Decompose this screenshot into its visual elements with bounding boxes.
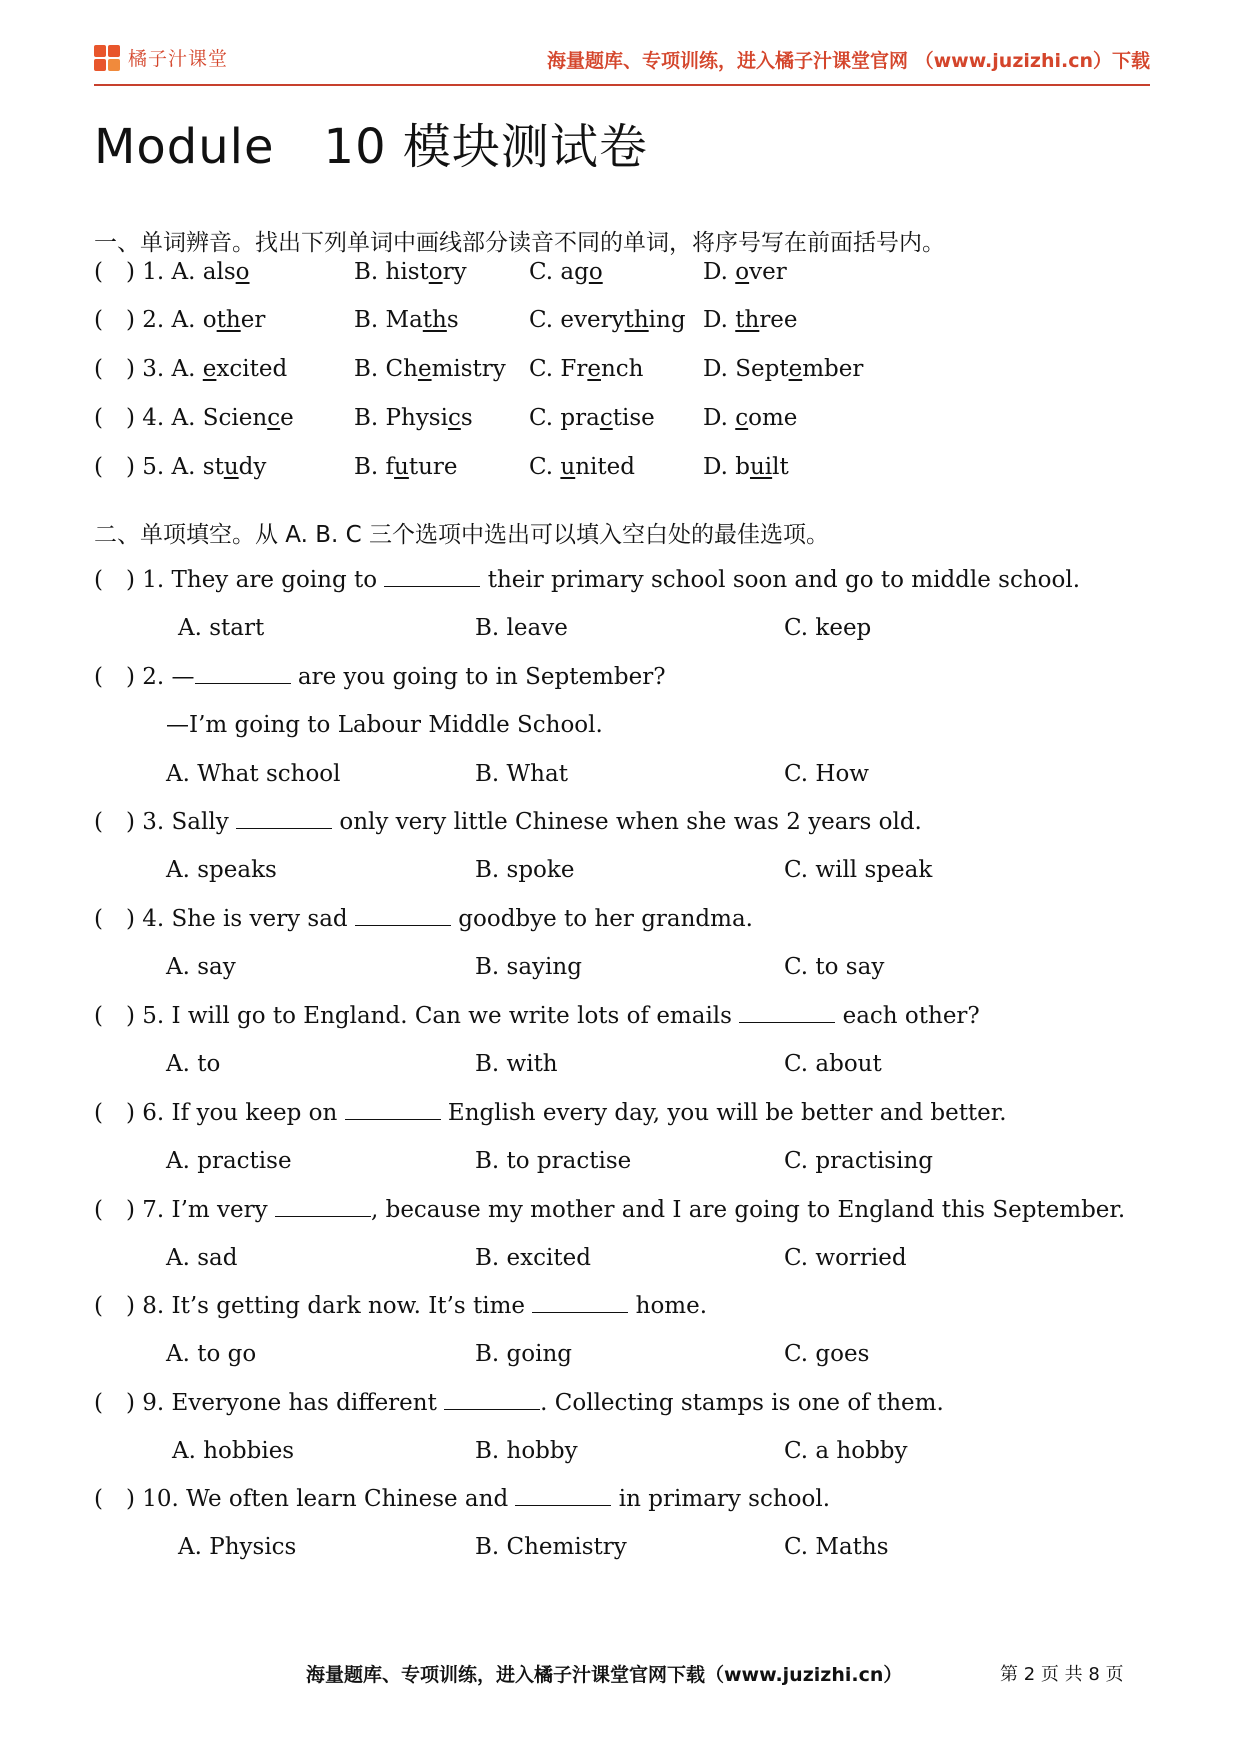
- choice-question: [94, 901, 1144, 937]
- answer-blank[interactable]: [739, 1002, 835, 1023]
- option-c: C. Maths: [784, 1534, 889, 1560]
- answer-blank[interactable]: [532, 1292, 628, 1313]
- answer-bracket[interactable]: (: [94, 1390, 103, 1416]
- option-b: B. excited: [475, 1245, 591, 1271]
- option-c: C. practising: [784, 1148, 934, 1174]
- logo-text: 橘子汁课堂: [128, 48, 229, 70]
- choice-question: [94, 1095, 1144, 1131]
- question-text: ) 3. Sally only very little Chinese when she was 2 years old.: [126, 809, 922, 835]
- option-a: A. hobbies: [172, 1438, 295, 1464]
- answer-bracket[interactable]: (: [94, 1293, 103, 1319]
- option-c: C. will speak: [784, 857, 933, 883]
- answer-bracket[interactable]: (: [94, 356, 103, 382]
- answer-bracket[interactable]: (: [94, 454, 103, 480]
- question-number: ) 1. A. also: [126, 259, 250, 285]
- page-number: 第 2 页 共 8 页: [1000, 1664, 1124, 1685]
- answer-bracket[interactable]: (: [94, 809, 103, 835]
- question-number: ) 3. A. excited: [126, 356, 288, 382]
- option-c: C. keep: [784, 615, 872, 641]
- answer-bracket[interactable]: (: [94, 1486, 103, 1512]
- option-b: B. Chemistry: [475, 1534, 627, 1560]
- option-c: C. to say: [784, 954, 885, 980]
- question-text: ) 1. They are going to their primary school soon and go to middle school.: [126, 567, 1081, 593]
- option-d: D. built: [703, 454, 789, 480]
- option-d: D. come: [703, 405, 798, 431]
- option-b: B. Chemistry: [354, 356, 506, 382]
- answer-blank[interactable]: [444, 1389, 540, 1410]
- question-number: ) 5. A. study: [126, 454, 267, 480]
- option-a: A. to: [166, 1051, 221, 1077]
- option-c: C. united: [529, 454, 635, 480]
- option-a: A. say: [166, 954, 236, 980]
- answer-blank[interactable]: [275, 1196, 371, 1217]
- word-question: [94, 302, 1144, 338]
- option-c: C. about: [784, 1051, 882, 1077]
- answer-bracket[interactable]: (: [94, 1100, 103, 1126]
- question-text: ) 5. I will go to England. Can we write lots of emails each other?: [126, 1003, 980, 1029]
- answer-bracket[interactable]: (: [94, 1003, 103, 1029]
- section-1-instruction: 一、单词辨音。找出下列单词中画线部分读音不同的单词，将序号写在前面括号内。: [94, 230, 945, 256]
- option-a: A. What school: [166, 761, 341, 787]
- word-question: [94, 449, 1144, 485]
- option-d: D. over: [703, 259, 787, 285]
- header-slogan[interactable]: 海量题库、专项训练，进入橘子汁课堂官网 （www.juzizhi.cn）下载: [547, 50, 1150, 72]
- option-b: B. saying: [475, 954, 582, 980]
- option-b: B. What: [475, 761, 568, 787]
- option-c: C. worried: [784, 1245, 907, 1271]
- logo: [94, 44, 228, 71]
- question-text: ) 4. She is very sad goodbye to her grandma.: [126, 906, 753, 932]
- option-d: D. three: [703, 307, 798, 333]
- option-b: B. with: [475, 1051, 558, 1077]
- answer-blank[interactable]: [236, 808, 332, 829]
- option-b: B. hobby: [475, 1438, 578, 1464]
- choice-question: [94, 1481, 1144, 1517]
- option-b: B. going: [475, 1341, 572, 1367]
- option-b: B. to practise: [475, 1148, 632, 1174]
- dialogue-line: —I’m going to Labour Middle School.: [166, 712, 603, 738]
- word-question: [94, 254, 1144, 290]
- section-2-instruction: 二、单项填空。从 A. B. C 三个选项中选出可以填入空白处的最佳选项。: [94, 522, 830, 548]
- option-c: C. ago: [529, 259, 603, 285]
- answer-blank[interactable]: [384, 566, 480, 587]
- answer-bracket[interactable]: (: [94, 259, 103, 285]
- option-b: B. history: [354, 259, 467, 285]
- page-header: [94, 40, 1150, 86]
- answer-bracket[interactable]: (: [94, 307, 103, 333]
- choice-question: [94, 1385, 1144, 1421]
- option-c: C. How: [784, 761, 869, 787]
- question-text: ) 7. I’m very , because my mother and I are going to England this September.: [126, 1197, 1126, 1223]
- choice-question: [94, 998, 1144, 1034]
- option-b: B. Maths: [354, 307, 459, 333]
- answer-bracket[interactable]: (: [94, 906, 103, 932]
- option-a: A. sad: [166, 1245, 238, 1271]
- answer-blank[interactable]: [515, 1485, 611, 1506]
- option-a: A. speaks: [166, 857, 277, 883]
- question-number: ) 2. A. other: [126, 307, 266, 333]
- answer-bracket[interactable]: (: [94, 1197, 103, 1223]
- choice-question: [94, 1192, 1144, 1228]
- option-c: C. French: [529, 356, 644, 382]
- answer-blank[interactable]: [355, 905, 451, 926]
- choice-question: [94, 804, 1144, 840]
- question-text: ) 10. We often learn Chinese and in primary school.: [126, 1486, 831, 1512]
- option-b: B. spoke: [475, 857, 575, 883]
- option-a: A. practise: [166, 1148, 292, 1174]
- answer-bracket[interactable]: (: [94, 664, 103, 690]
- answer-blank[interactable]: [345, 1099, 441, 1120]
- option-b: B. future: [354, 454, 458, 480]
- question-text: ) 2. — are you going to in September?: [126, 664, 666, 690]
- page-title: Module 10 模块测试卷: [94, 119, 648, 175]
- question-text: ) 8. It’s getting dark now. It’s time home.: [126, 1293, 708, 1319]
- option-a: A. to go: [166, 1341, 257, 1367]
- option-d: D. September: [703, 356, 864, 382]
- option-b: B. Physics: [354, 405, 473, 431]
- option-c: C. everything: [529, 307, 686, 333]
- option-a: A. start: [178, 615, 265, 641]
- footer-slogan[interactable]: 海量题库、专项训练，进入橘子汁课堂官网下载（www.juzizhi.cn）: [306, 1664, 903, 1686]
- option-a: A. Physics: [178, 1534, 297, 1560]
- question-text: ) 9. Everyone has different . Collecting stamps is one of them.: [126, 1390, 944, 1416]
- option-c: C. practise: [529, 405, 655, 431]
- choice-question: [94, 659, 1144, 695]
- answer-bracket[interactable]: (: [94, 567, 103, 593]
- option-c: C. goes: [784, 1341, 870, 1367]
- option-c: C. a hobby: [784, 1438, 908, 1464]
- answer-bracket[interactable]: (: [94, 405, 103, 431]
- word-question: [94, 351, 1144, 387]
- choice-question: [94, 1288, 1144, 1324]
- answer-blank[interactable]: [195, 663, 291, 684]
- choice-question: [94, 562, 1144, 598]
- question-number: ) 4. A. Science: [126, 405, 294, 431]
- word-question: [94, 400, 1144, 436]
- question-text: ) 6. If you keep on English every day, you will be better and better.: [126, 1100, 1007, 1126]
- option-b: B. leave: [475, 615, 568, 641]
- logo-icon: [94, 45, 120, 71]
